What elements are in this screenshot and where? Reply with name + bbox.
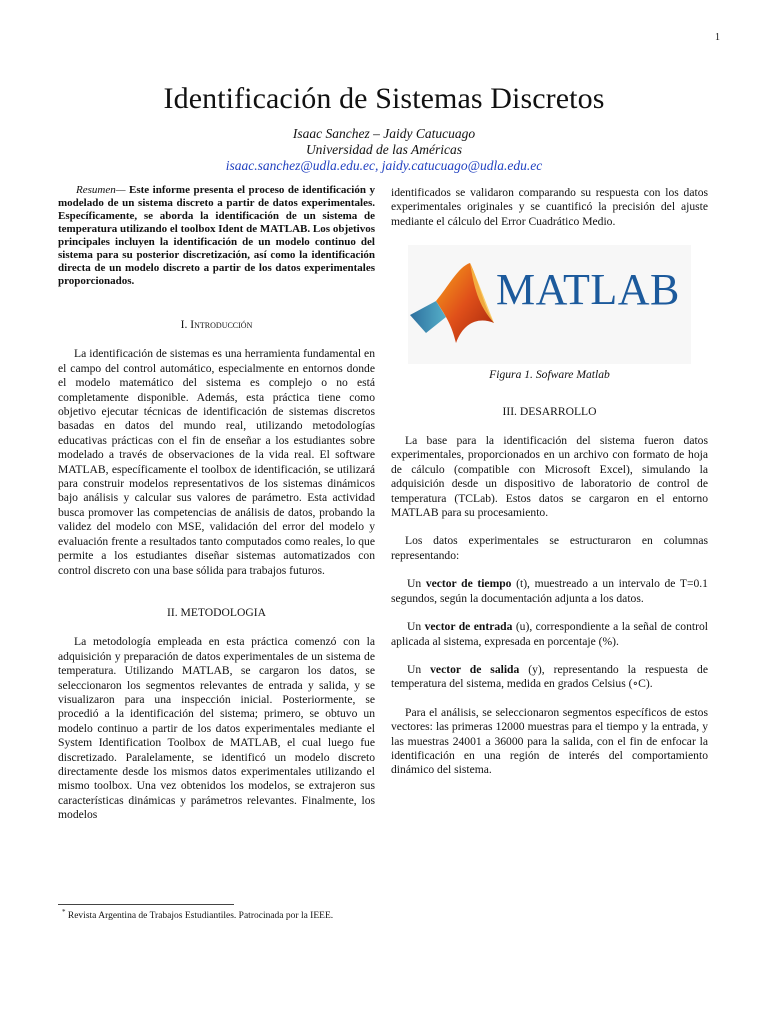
section-heading-development — [391, 405, 708, 419]
methodology-continuation: identificados se validaron comparando su respuesta con los datos experimentales originales y se cuantificó la precisión del ajuste mediante el cálculo del Error Cuadrático Medio. — [391, 186, 708, 228]
item-term: vector de entrada — [424, 620, 513, 634]
section-title: Introducción — [190, 318, 253, 331]
matlab-logo-figure — [408, 245, 691, 364]
matlab-wordmark: MATLAB — [496, 265, 680, 315]
matlab-membrane-icon — [408, 257, 498, 357]
author-emails: isaac.sanchez@udla.edu.ec, jaidy.catucuago@udla.edu.ec — [225, 158, 543, 173]
item-term: vector de salida — [430, 662, 520, 676]
footnote-mark: * — [62, 908, 66, 916]
list-item-input-vector — [391, 620, 708, 649]
right-column — [391, 186, 708, 778]
paper-title: Identificación de Sistemas Discretos — [163, 82, 605, 115]
item-term: vector de tiempo — [425, 577, 512, 591]
figure-caption: Figura 1. Sofware Matlab — [489, 368, 610, 382]
section-title: METODOLOGIA — [180, 605, 266, 619]
abstract-label: Resumen— — [76, 184, 126, 196]
introduction-paragraph: La identificación de sistemas es una herramienta fundamental en el campo del control automático, especialmente en entornos donde el modelo matemático del sistema es complejo o no está completamente disponible. Además, esta práctica tiene como objetivo ejecutar técnicas de identificación de sistemas discretos basadas en datos del mundo real, utilizando metodologías educativas prácticas con el fin de enseñar a los estudiantes sobre modelado a través de observaciones de la vida real. El software MATLAB, específicamente el toolbox de identificación, se utilizará para construir modelos representativos de los sistemas dinámicos bajo análisis y calcular sus valores de parámetro. Esta actividad busca promover las competencias de análisis de datos, probando la validez del modelo con MSE, validación del error del modelo y evaluación frente a resultados tanto computados como reales, lo que permite a los estudiantes diseñar sistemas automatizados con control discreto con una base sólida para trabajos futuros. — [58, 347, 375, 577]
left-column — [58, 184, 375, 823]
section-heading-introduction — [58, 318, 375, 332]
section-heading-methodology — [58, 606, 375, 620]
section-number: III. — [502, 404, 517, 418]
list-item-time-vector — [391, 577, 708, 606]
list-item-output-vector — [391, 663, 708, 692]
author-names: Isaac Sanchez – Jaidy Catucuago — [292, 126, 476, 141]
footnote-divider — [58, 904, 234, 905]
section-title: DESARROLLO — [519, 404, 597, 418]
author-block — [0, 126, 768, 174]
affiliation: Universidad de las Américas — [305, 142, 463, 157]
section-number: I. — [180, 318, 188, 331]
section-number: II. — [167, 605, 178, 619]
item-description: (y), representando la respuesta de temperatura del sistema, medida en grados Celsius (∘C). — [391, 662, 708, 691]
development-paragraph-2: Los datos experimentales se estructuraron en columnas representando: — [391, 534, 708, 562]
footnote — [62, 908, 333, 921]
development-paragraph-3: Para el análisis, se seleccionaron segmentos específicos de estos vectores: las primeras 12000 muestras para el tiempo y la entrada, y las muestras 24001 a 36000 para la salida, con el fin de enfocar la identificación en una región de interés del comportamiento dinámico del sistema. — [391, 705, 708, 777]
footnote-text: Revista Argentina de Trabajos Estudiantiles. Patrocinada por la IEEE. — [65, 911, 334, 922]
abstract-text: Este informe presenta el proceso de identificación y modelado de un sistema discreto a partir de datos experimentales. Específicamente, se aborda la identificación de un sistema de temperatura utilizando el toolbox Ident de MATLAB. Los objetivos principales incluyen la identificación de un modelo continuo del sistema para su posterior discretización, así como la identificación directa de un modelo discreto a partir de los datos experimentales proporcionados. — [58, 184, 375, 287]
item-prefix: Un — [407, 662, 431, 676]
item-description: (u), correspondiente a la señal de control aplicada al sistema, expresada en porcentaje (%). — [391, 620, 708, 648]
page-number: 1 — [715, 32, 720, 43]
item-prefix: Un — [407, 577, 426, 591]
methodology-paragraph: La metodología empleada en esta práctica comenzó con la adquisición y preparación de datos experimentales de un sistema de temperatura. Utilizando MATLAB, se cargaron los datos, se seleccionaron los segmentos relevantes de entrada y salida, y se visualizaron para una inspección inicial. Posteriormente, se procedió a la identificación del sistema; primero, se obtuvo un modelo continuo a partir de los datos experimentales mediante el System Identification Toolbox de MATLAB, el cual luego fue discretizado. Paralelamente, se identificó un modelo discreto directamente desde los mismos datos experimentales utilizando el mismo toolbox. Una vez obtenidos los modelos, se extrajeron sus características dinámicas y parámetros relevantes. Finalmente, los modelos — [58, 635, 375, 822]
item-prefix: Un — [407, 620, 425, 634]
abstract — [58, 184, 375, 288]
item-description: (t), muestreado a un intervalo de T=0.1 segundos, según la documentación adjunta a los datos. — [391, 577, 708, 605]
development-paragraph-1: La base para la identificación del sistema fueron datos experimentales, proporcionados en un archivo con formato de hoja de cálculo (compatible con Microsoft Excel), simulando la adquisición desde un dispositivo de laboratorio de control de temperatura (TCLab). Estos datos se cargaron en el entorno MATLAB para su procesamiento. — [391, 434, 708, 520]
